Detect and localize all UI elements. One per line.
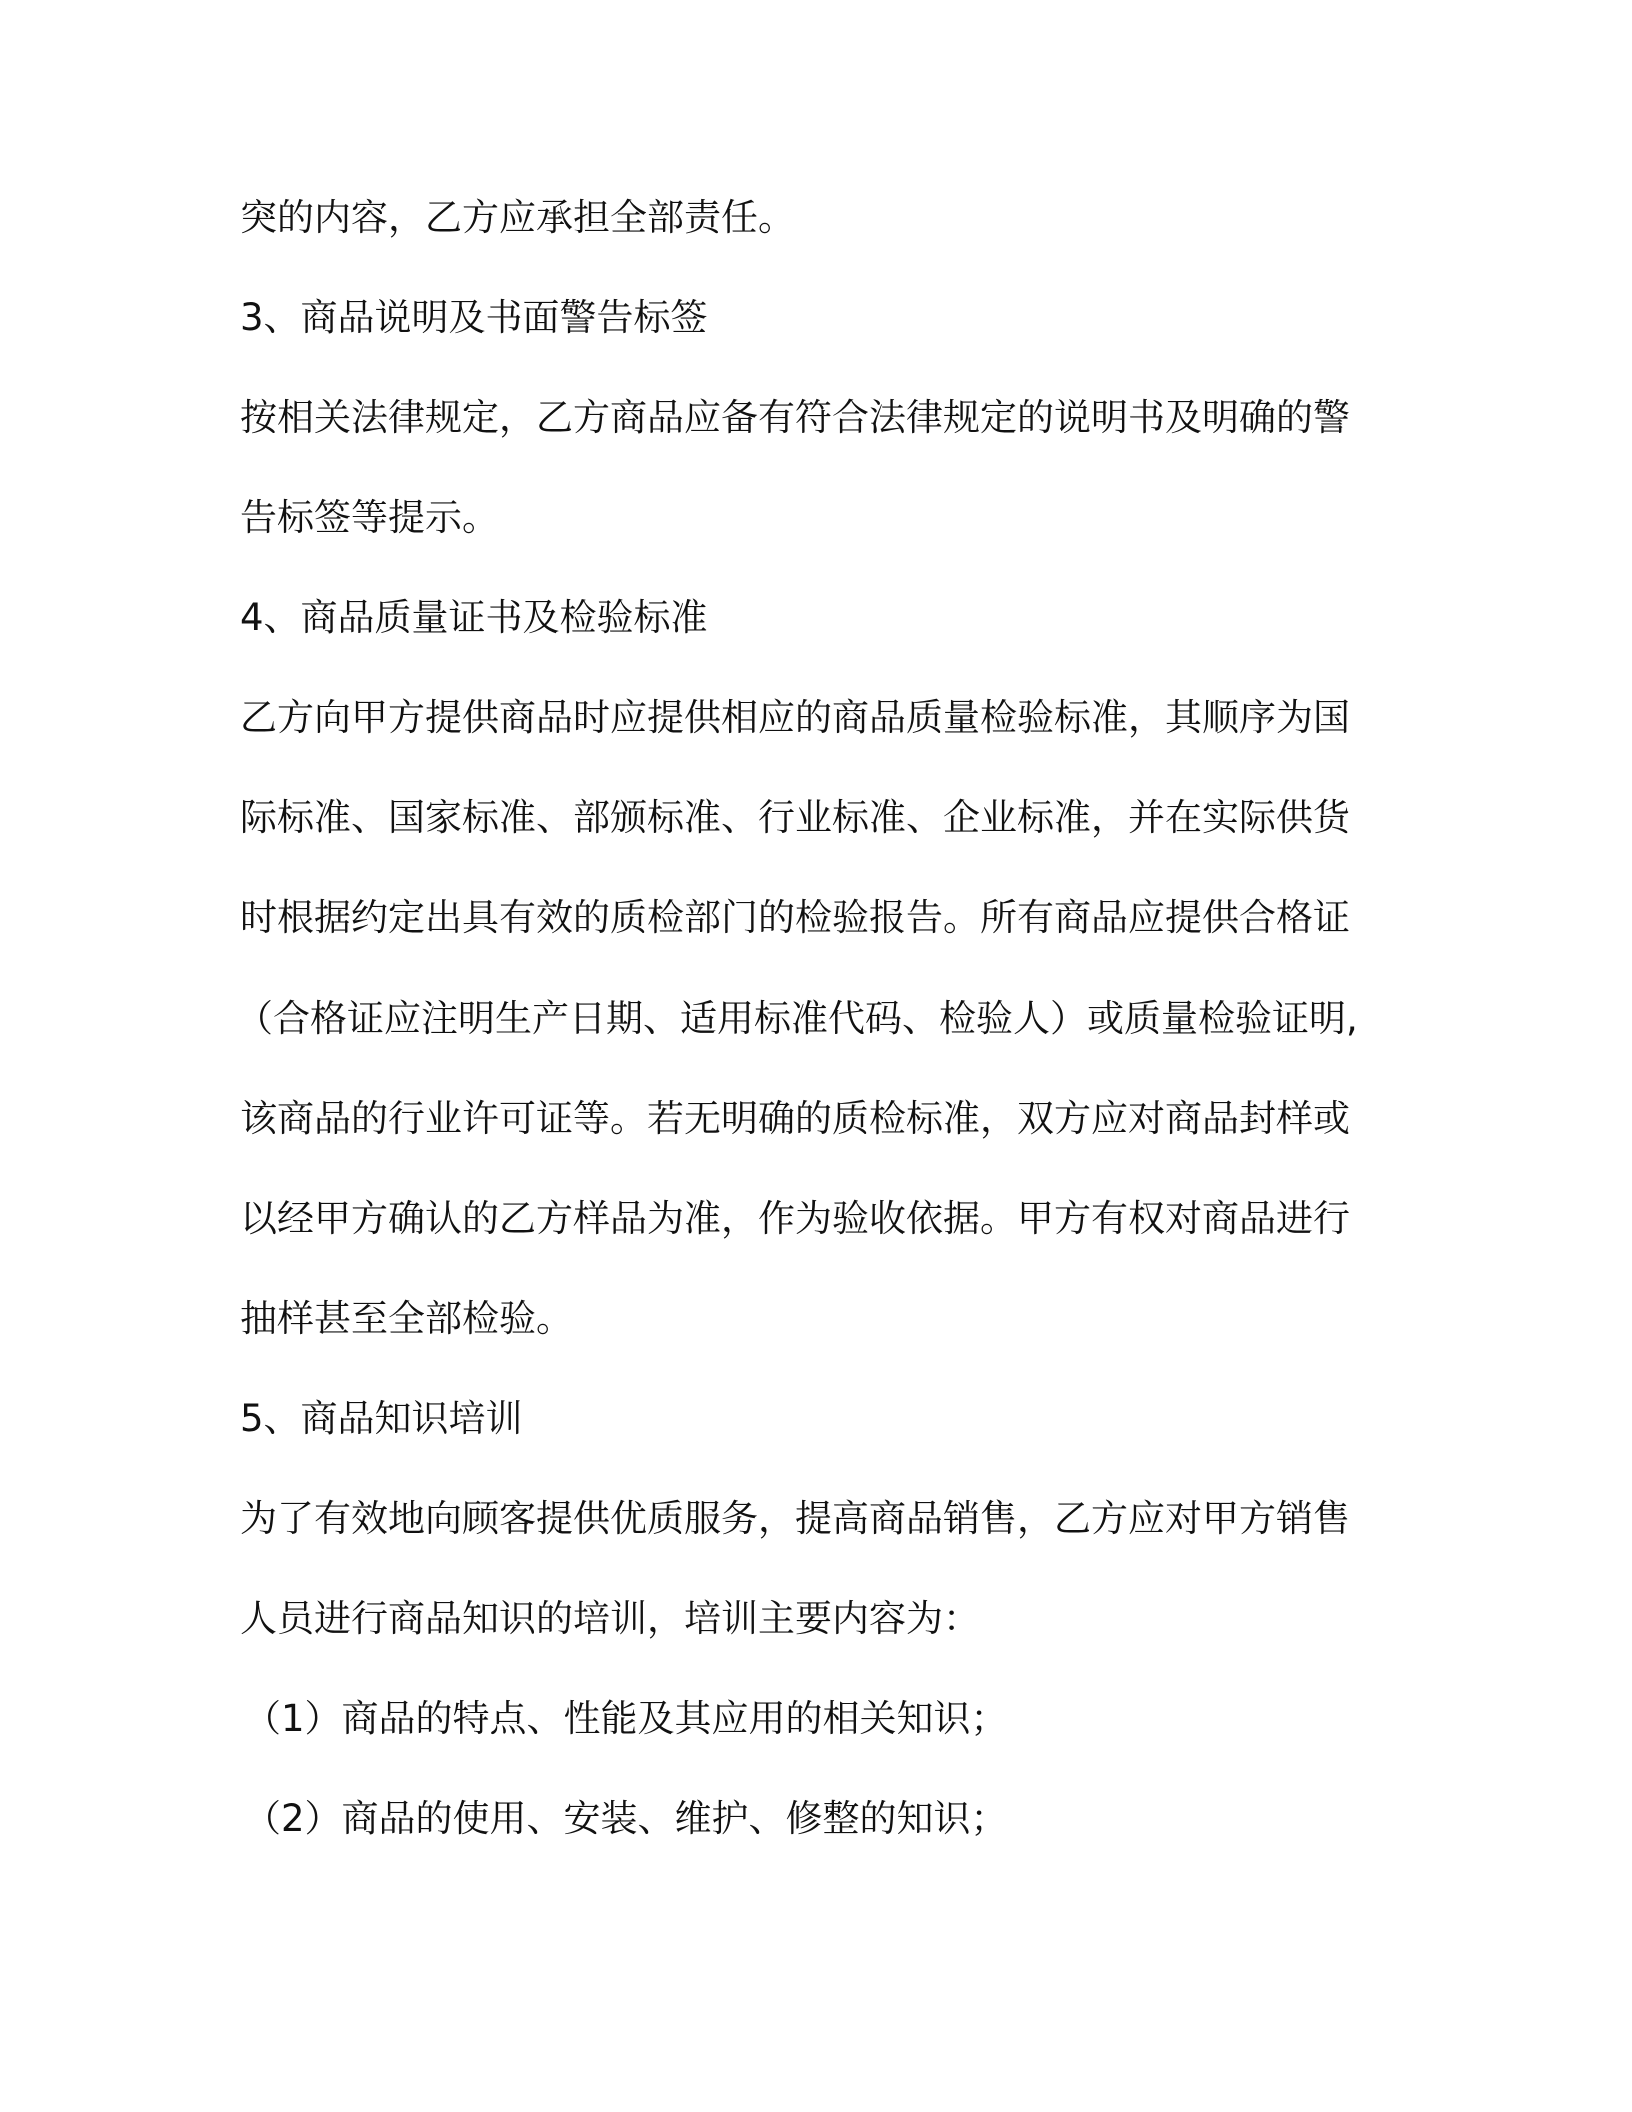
section-heading: 5、商品知识培训 xyxy=(240,1397,523,1440)
text-line: 该商品的行业许可证等。若无明确的质检标准，双方应对商品封样或 xyxy=(240,1097,1350,1140)
list-item: （1）商品的特点、性能及其应用的相关知识； xyxy=(244,1697,1008,1740)
text-line: 以经甲方确认的乙方样品为准，作为验收依据。甲方有权对商品进行 xyxy=(240,1197,1350,1240)
text-line: 按相关法律规定，乙方商品应备有符合法律规定的说明书及明确的警 xyxy=(240,396,1350,439)
text-line: 人员进行商品知识的培训，培训主要内容为： xyxy=(240,1597,980,1640)
text-line: 告标签等提示。 xyxy=(240,496,499,539)
text-line: 突的内容，乙方应承担全部责任。 xyxy=(240,196,795,239)
section-heading: 3、商品说明及书面警告标签 xyxy=(240,296,708,339)
text-line: 乙方向甲方提供商品时应提供相应的商品质量检验标准，其顺序为国 xyxy=(240,696,1350,739)
text-line: （合格证应注明生产日期、适用标准代码、检验人）或质量检验证明, xyxy=(236,997,1358,1040)
section-heading: 4、商品质量证书及检验标准 xyxy=(240,596,708,639)
list-item: （2）商品的使用、安装、维护、修整的知识； xyxy=(244,1797,1008,1840)
text-line: 时根据约定出具有效的质检部门的检验报告。所有商品应提供合格证 xyxy=(240,896,1350,939)
text-line: 际标准、国家标准、部颁标准、行业标准、企业标准，并在实际供货 xyxy=(240,796,1350,839)
text-line: 抽样甚至全部检验。 xyxy=(240,1297,573,1340)
text-line: 为了有效地向顾客提供优质服务，提高商品销售，乙方应对甲方销售 xyxy=(240,1497,1350,1540)
